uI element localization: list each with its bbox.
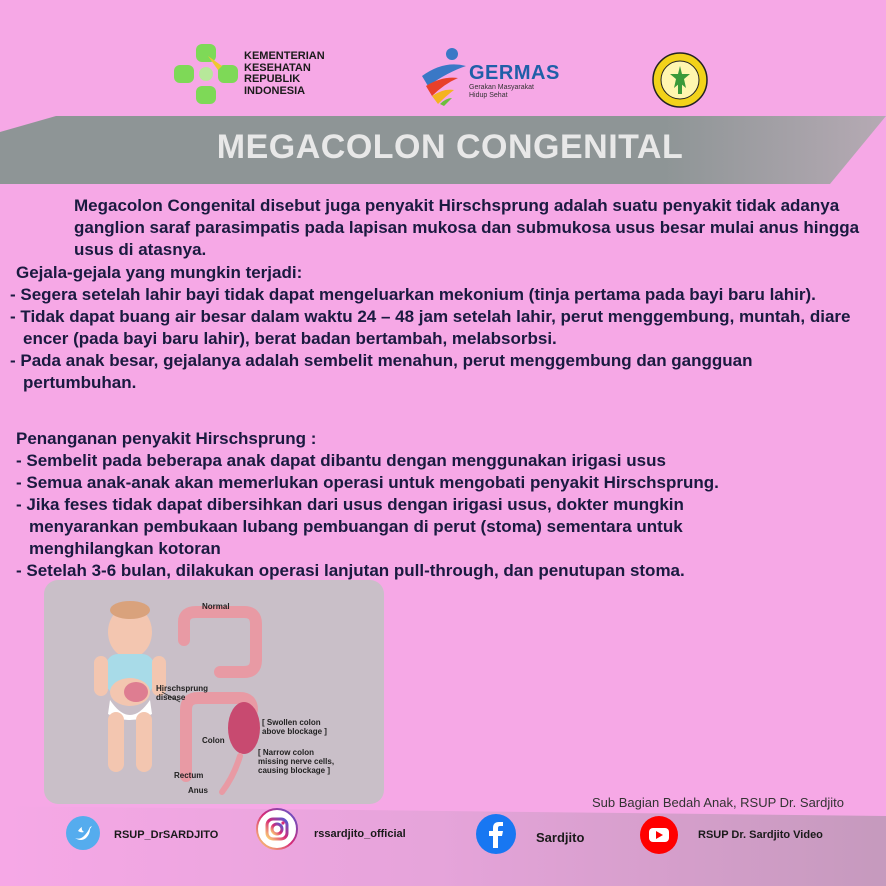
symptoms-section: [10, 262, 870, 394]
label-anus: Anus: [188, 786, 208, 795]
page-title: MEGACOLON CONGENITAL: [216, 128, 684, 166]
germas-title: GERMAS: [469, 62, 560, 84]
twitter-icon: [66, 816, 100, 850]
instagram-label[interactable]: rssardjito_official: [314, 828, 406, 840]
facebook-link[interactable]: [476, 814, 516, 859]
intro-paragraph: Megacolon Congenital disebut juga penyakit Hirschsprung adalah suatu penyakit tidak adanya ganglion saraf parasimpatis pada lapisan mukosa dan submukosa usus besar mulai anus hingga usus di atasnya.: [74, 196, 860, 259]
hospital-seal-logo: [652, 52, 708, 108]
treatment-item: - Jika feses tidak dapat dibersihkan dari usus dengan irigasi usus, dokter mungkin menyarankan pembukaan lubang pembuangan di perut (stoma) sementara untuk menghilangkan kotoran: [16, 495, 684, 558]
facebook-label[interactable]: Sardjito: [536, 830, 585, 845]
label-rectum: Rectum: [174, 771, 204, 780]
symptom-item: - Pada anak besar, gejalanya adalah sembelit menahun, perut menggembung dan gangguan pertumbuhan.: [10, 351, 753, 392]
twitter-link[interactable]: [66, 816, 100, 855]
treatment-heading: Penanganan penyakit Hirschsprung :: [16, 429, 317, 448]
instagram-link[interactable]: [256, 808, 298, 855]
label-normal: Normal: [202, 602, 230, 611]
label-hirschsprung: Hirschsprung disease: [156, 684, 209, 702]
treatment-item: - Semua anak-anak akan memerlukan operasi untuk mengobati penyakit Hirschsprung.: [16, 473, 719, 492]
hirschsprung-illustration: [44, 580, 384, 804]
label-colon: Colon: [202, 736, 225, 745]
germas-logo: [418, 46, 470, 106]
treatment-item: - Setelah 3-6 bulan, dilakukan operasi lanjutan pull-through, dan penutupan stoma.: [16, 561, 685, 580]
youtube-link[interactable]: [640, 816, 678, 859]
germas-subtitle: Gerakan Masyarakat Hidup Sehat: [469, 84, 534, 99]
treatment-item: - Sembelit pada beberapa anak dapat dibantu dengan menggunakan irigasi usus: [16, 451, 666, 470]
symptoms-heading: Gejala-gejala yang mungkin terjadi:: [16, 263, 303, 282]
symptom-item: - Segera setelah lahir bayi tidak dapat mengeluarkan mekonium (tinja pertama pada bayi baru lahir).: [10, 285, 816, 304]
label-narrow-colon: [ Narrow colon missing nerve cells, causing blockage ]: [258, 748, 335, 775]
kemenkes-logo: [174, 44, 238, 104]
treatment-section: [16, 428, 856, 582]
footer-band: [0, 806, 886, 886]
facebook-icon: [476, 814, 516, 854]
kemenkes-label: KEMENTERIAN KESEHATAN REPUBLIK INDONESIA: [244, 50, 325, 97]
twitter-label[interactable]: RSUP_DrSARDJITO: [114, 829, 219, 841]
youtube-label[interactable]: RSUP Dr. Sardjito Video: [698, 829, 823, 841]
instagram-icon: [256, 808, 298, 850]
label-swollen-colon: [ Swollen colon above blockage ]: [262, 718, 327, 736]
normal-colon: [184, 612, 256, 672]
youtube-icon: [640, 816, 678, 854]
credit-text: Sub Bagian Bedah Anak, RSUP Dr. Sardjito: [592, 795, 844, 810]
symptom-item: - Tidak dapat buang air besar dalam waktu 24 – 48 jam setelah lahir, perut menggembung, muntah, diare encer (pada bayi baru lahir), berat badan bertambah, melabsorbsi.: [10, 307, 851, 348]
